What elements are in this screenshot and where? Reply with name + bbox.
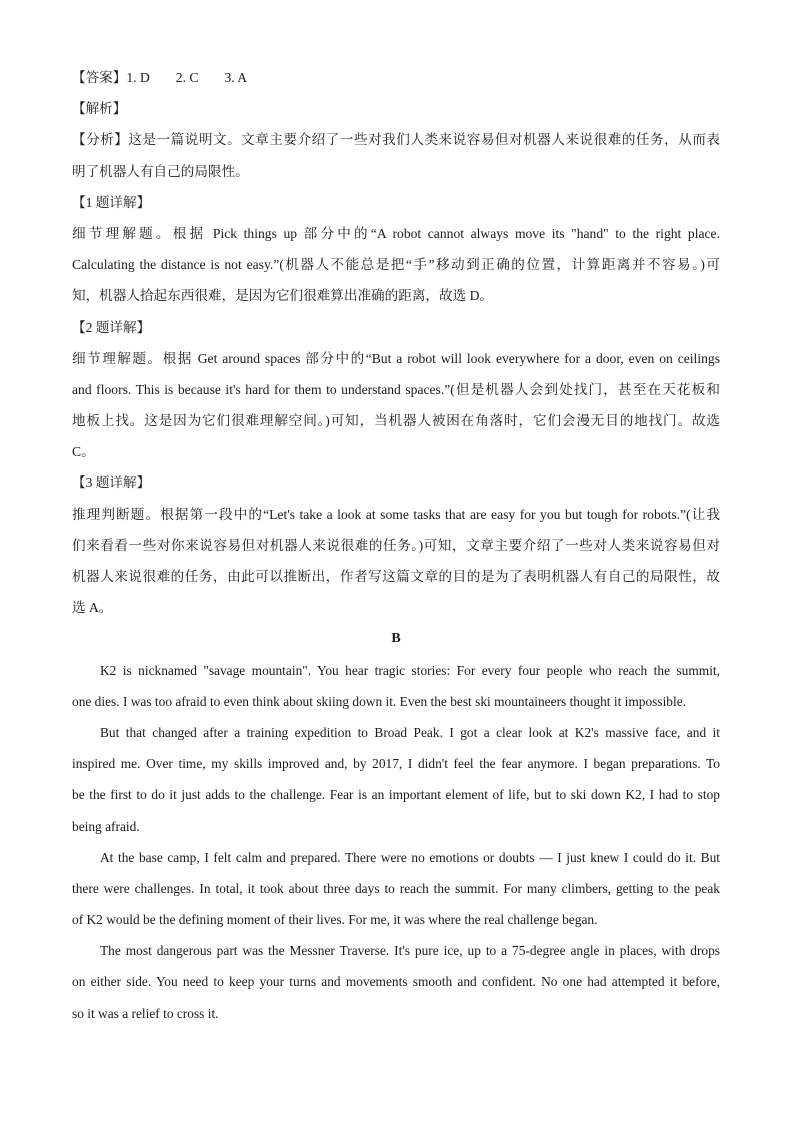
- passage-line: on either side. You need to keep your turns and movements smooth and confident. No one had attempted it before,: [72, 974, 720, 990]
- q1-line-2: Calculating the distance is not easy.”(机器人不能总是把“手”移动到正确的位置，计算距离并不容易。)可: [72, 257, 720, 273]
- passage-line: being afraid.: [72, 818, 140, 834]
- analysis-heading: 【解析】: [72, 101, 127, 117]
- answer-item-1: 1. D: [126, 70, 150, 85]
- q2-line-1: 细节理解题。根据 Get around spaces 部分中的“But a robot will look everywhere for a door, even on ceilings: [72, 350, 720, 366]
- q3-line-4: 选 A。: [72, 600, 113, 616]
- passage-paragraph-2: [72, 717, 720, 842]
- passage-line: At the base camp, I felt calm and prepared. There were no emotions or doubts — I just knew I could do it. But: [100, 849, 720, 865]
- passage-paragraph-3: [72, 842, 720, 936]
- q3-line-1: 推理判断题。根据第一段中的“Let's take a look at some tasks that are easy for you but tough for robots.”(让我: [72, 506, 720, 522]
- passage-line: one dies. I was too afraid to even think about skiing down it. Even the best ski mountaineers thought it impossible.: [72, 693, 687, 709]
- document-page: [72, 62, 720, 1029]
- summary-line-1: 【分析】这是一篇说明文。文章主要介绍了一些对我们人类来说容易但对机器人来说很难的任务，从而表: [72, 132, 720, 148]
- answer-line: [72, 62, 720, 93]
- q3-line-2: 们来看看一些对你来说容易但对机器人来说很难的任务。)可知，文章主要介绍了一些对人类来说容易但对: [72, 537, 720, 553]
- section-b-title: B: [391, 631, 401, 647]
- q2-line-3: 地板上找。这是因为它们很难理解空间。)可知，当机器人被困在角落时，它们会漫无目的地找门。故选: [72, 413, 720, 429]
- passage-line: so it was a relief to cross it.: [72, 1005, 219, 1021]
- passage-paragraph-1: [72, 655, 720, 717]
- passage-line: inspired me. Over time, my skills improved and, by 2017, I didn't feel the fear anymore. I began preparations. To: [72, 756, 720, 772]
- q1-line-1: 细节理解题。根据 Pick things up 部分中的“A robot cannot always move its "hand" to the right place.: [72, 225, 720, 241]
- summary-line-2: 明了机器人有自己的局限性。: [72, 163, 249, 179]
- q1-heading: 【1 题详解】: [72, 194, 151, 210]
- passage-paragraph-4: [72, 935, 720, 1029]
- answer-item-3: 3. A: [224, 70, 248, 85]
- passage-line: be the first to do it just adds to the challenge. Fear is an important element of life, but to ski down K2, I had to stop: [72, 787, 720, 803]
- passage-line: The most dangerous part was the Messner Traverse. It's pure ice, up to a 75-degree angle in places, with drops: [100, 943, 720, 959]
- passage-line: K2 is nicknamed "savage mountain". You hear tragic stories: For every four people who reach the summit,: [100, 662, 720, 678]
- q3-heading: 【3 题详解】: [72, 475, 151, 491]
- passage-line: But that changed after a training expedition to Broad Peak. I got a clear look at K2's massive face, and it: [100, 724, 720, 740]
- answer-label: 【答案】: [72, 70, 127, 85]
- passage-line: there were challenges. In total, it took about three days to reach the summit. For many climbers, getting to the peak: [72, 880, 720, 896]
- q2-line-2: and floors. This is because it's hard for them to understand spaces.”(但是机器人会到处找门，甚至在天花板和: [72, 381, 720, 397]
- q2-line-4: C。: [72, 444, 95, 460]
- q1-line-3: 知，机器人拾起东西很难，是因为它们很难算出准确的距离，故选 D。: [72, 288, 494, 304]
- passage-line: of K2 would be the defining moment of their lives. For me, it was where the real challenge began.: [72, 912, 598, 928]
- answer-item-2: 2. C: [175, 70, 199, 85]
- q2-heading: 【2 题详解】: [72, 319, 151, 335]
- q3-line-3: 机器人来说很难的任务，由此可以推断出，作者写这篇文章的目的是为了表明机器人有自己的局限性，故: [72, 569, 720, 584]
